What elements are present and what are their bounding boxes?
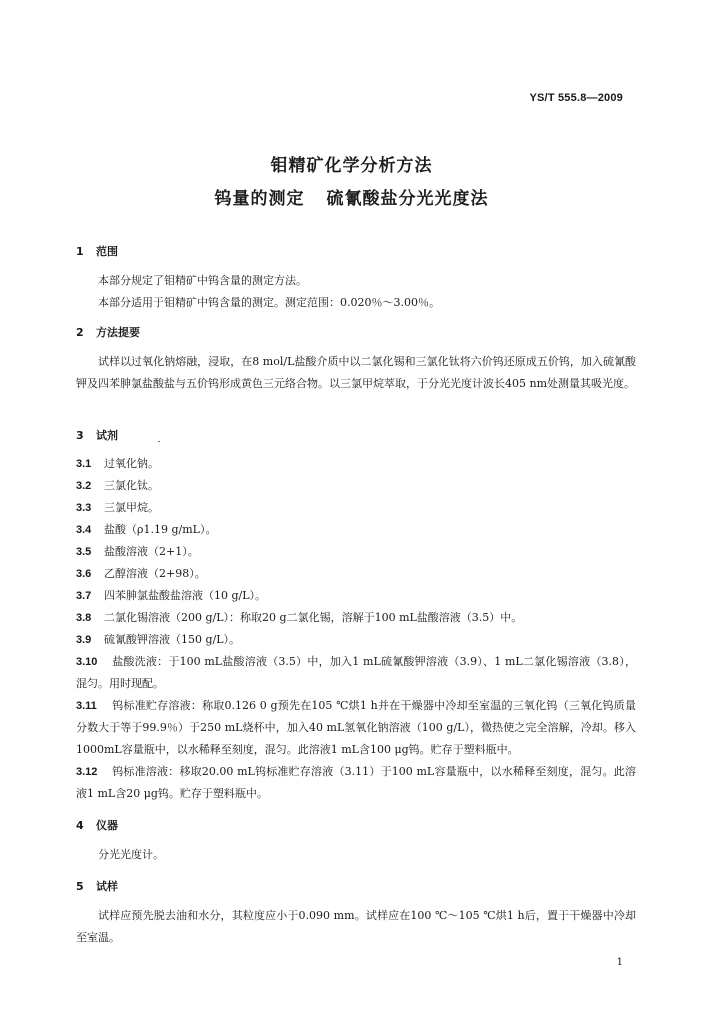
- reagent-item: 3.4 盐酸（ρ1.19 g/mL）。: [76, 523, 217, 536]
- section-heading: 1 范围: [76, 245, 118, 258]
- reagent-item: 3.12 钨标准溶液：移取20.00 mL钨标准贮存溶液（3.11）于100 mL容量瓶中，以水稀释至刻度，混匀。此溶液1 mL含20 μg钨。贮存于塑料瓶中。: [76, 765, 636, 800]
- paragraph: 分光光度计。: [98, 848, 164, 861]
- paragraph: 试样应预先脱去油和水分，其粒度应小于0.090 mm。试样应在100 ℃～105 ℃烘1 h后，置于干燥器中冷却至室温。: [76, 909, 636, 944]
- reagent-item: 3.3 三氯甲烷。: [76, 501, 159, 514]
- reagent-item: 3.11 钨标准贮存溶液：称取0.126 0 g预先在105 ℃烘1 h并在干燥器中冷却至室温的三氧化钨（三氧化钨质量分数大于等于99.9％）于250 mL烧杯中，加入40 mL氢氧化钠溶液（100 g/L），微热使之完全溶解，冷却。移入1000mL容量瓶中，以水稀释至刻度，混匀。此溶液1 mL含100 μg钨。贮存于塑料瓶中。: [76, 699, 636, 756]
- reagent-item: 3.9 硫氰酸钾溶液（150 g/L）。: [76, 633, 241, 646]
- section-principle: [76, 322, 636, 395]
- page-number: 1: [616, 957, 623, 968]
- reagent-item: 3.5 盐酸溶液（2+1）。: [76, 545, 199, 558]
- section-heading: 2 方法提要: [76, 326, 140, 339]
- reagent-item: 3.2 三氯化钛。: [76, 479, 159, 492]
- section-heading: 3 试剂: [76, 429, 118, 442]
- document-title-line2: [0, 184, 703, 209]
- section-reagents: [76, 425, 636, 805]
- reagent-item: 3.7 四苯胂氯盐酸盐溶液（10 g/L）。: [76, 589, 267, 602]
- reagent-item: 3.8 二氯化锡溶液（200 g/L）：称取20 g二氯化锡，溶解于100 mL盐酸溶液（3.5）中。: [76, 611, 523, 624]
- reagent-item: 3.10 盐酸洗液：于100 mL盐酸溶液（3.5）中，加入1 mL硫氰酸钾溶液（3.9）、1 mL二氯化锡溶液（3.8），混匀。用时现配。: [76, 655, 636, 690]
- standard-number: YS/T 555.8—2009: [529, 92, 623, 104]
- paragraph: 本部分规定了钼精矿中钨含量的测定方法。: [98, 274, 307, 287]
- section-apparatus: [76, 815, 636, 866]
- document-title-line1: 钼精矿化学分析方法: [270, 156, 433, 176]
- reagent-item: 3.6 乙醇溶液（2+98）。: [76, 567, 206, 580]
- section-sample: [76, 876, 636, 949]
- section-heading: 4 仪器: [76, 819, 118, 832]
- section-scope: [76, 241, 636, 314]
- title-method: 硫氰酸盐分光光度法: [326, 189, 489, 209]
- reagent-list: [76, 453, 636, 805]
- scan-speck: [158, 441, 160, 442]
- section-heading: 5 试样: [76, 880, 118, 893]
- title-subject: 钨量的测定: [214, 189, 305, 209]
- paragraph: 试样以过氧化钠熔融，浸取，在8 mol/L盐酸介质中以二氯化锡和三氯化钛将六价钨还原成五价钨，加入硫氰酸钾及四苯胂氯盐酸盐与五价钨形成黄色三元络合物。以三氯甲烷萃取，于分光光度计波长405 nm处测量其吸光度。: [76, 355, 636, 390]
- reagent-item: 3.1 过氧化钠。: [76, 457, 159, 470]
- paragraph: 本部分适用于钼精矿中钨含量的测定。测定范围：0.020％～3.00％。: [98, 296, 440, 309]
